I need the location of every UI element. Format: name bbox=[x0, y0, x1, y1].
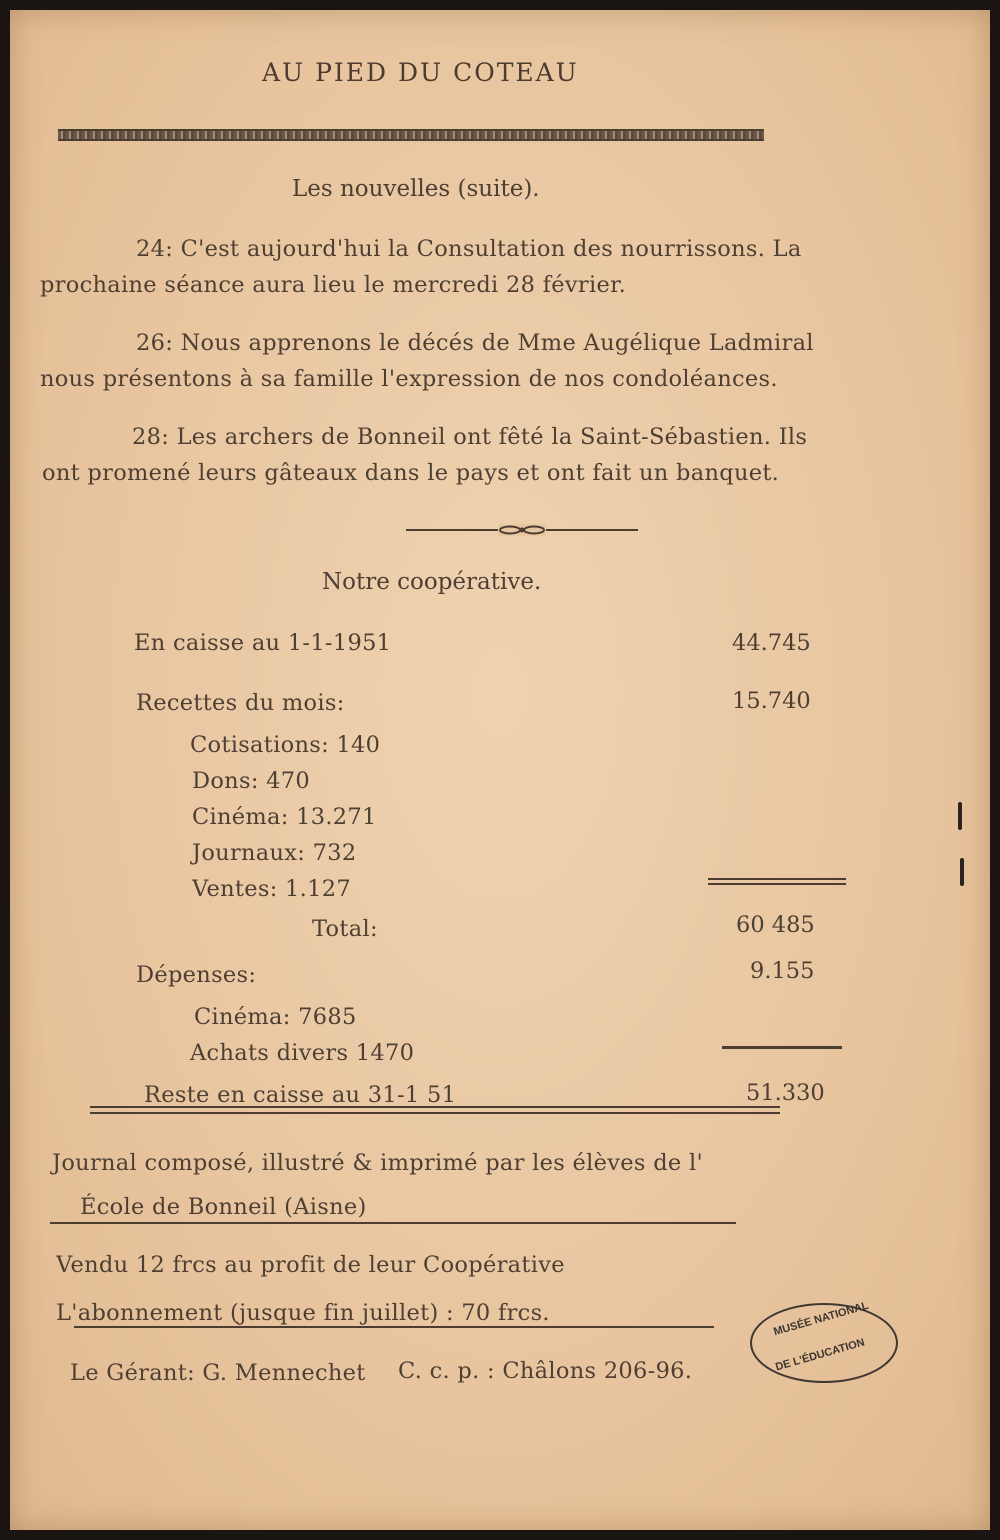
museum-stamp bbox=[750, 1299, 898, 1383]
news-item-3-line1: 28: Les archers de Bonneil ont fêté la Saint-Sébastien. Ils bbox=[132, 424, 808, 450]
recette-item: Cinéma: 13.271 bbox=[192, 804, 377, 830]
section-divider-ornament bbox=[406, 522, 638, 538]
news-item-2-line2: nous présentons à sa famille l'expression de nos condoléances. bbox=[40, 366, 778, 392]
recette-item: Cotisations: 140 bbox=[190, 732, 381, 758]
accounts-end-rule bbox=[90, 1106, 780, 1114]
recette-item: Journaux: 732 bbox=[192, 840, 357, 866]
recette-item: Dons: 470 bbox=[192, 768, 311, 794]
reste-label: Reste en caisse au 31-1 51 bbox=[144, 1082, 457, 1108]
binding-mark bbox=[960, 858, 964, 886]
stamp-text-top: MUSÉE NATIONAL bbox=[772, 1299, 870, 1339]
total-value: 60 485 bbox=[736, 912, 815, 938]
ccp-line: C. c. p. : Châlons 206-96. bbox=[398, 1358, 693, 1384]
header-rule-band bbox=[58, 129, 764, 141]
recettes-label: Recettes du mois: bbox=[136, 690, 345, 716]
news-item-2-line1: 26: Nous apprenons le décés de Mme Augélique Ladmiral bbox=[136, 330, 814, 356]
footer-rule-1 bbox=[50, 1222, 736, 1224]
recettes-sum-rule bbox=[708, 878, 846, 885]
news-item-1-line1: 24: C'est aujourd'hui la Consultation des nourrissons. La bbox=[136, 236, 802, 262]
depenses-value: 9.155 bbox=[750, 958, 815, 984]
news-heading: Les nouvelles (suite). bbox=[292, 176, 540, 202]
manager-line: Le Gérant: G. Mennechet bbox=[70, 1360, 366, 1386]
total-label: Total: bbox=[312, 916, 378, 942]
en-caisse-label: En caisse au 1-1-1951 bbox=[134, 630, 392, 656]
recette-item: Ventes: 1.127 bbox=[192, 876, 351, 902]
credit-line-1: Journal composé, illustré & imprimé par les élèves de l' bbox=[52, 1150, 703, 1176]
footer-rule-2 bbox=[74, 1326, 714, 1328]
newspaper-title: AU PIED DU COTEAU bbox=[262, 58, 579, 87]
subscription-line: L'abonnement (jusque fin juillet) : 70 frcs. bbox=[56, 1300, 550, 1326]
en-caisse-value: 44.745 bbox=[732, 630, 811, 656]
reste-value: 51.330 bbox=[746, 1080, 825, 1106]
depense-item: Achats divers 1470 bbox=[190, 1040, 415, 1066]
recettes-value: 15.740 bbox=[732, 688, 811, 714]
depenses-label: Dépenses: bbox=[136, 962, 257, 988]
depenses-sum-rule bbox=[722, 1046, 842, 1049]
news-item-1-line2: prochaine séance aura lieu le mercredi 28 février. bbox=[40, 272, 627, 298]
document-page bbox=[10, 10, 990, 1530]
stamp-text-bottom: DE L'ÉDUCATION bbox=[774, 1336, 867, 1374]
coop-heading: Notre coopérative. bbox=[322, 569, 542, 595]
news-item-3-line2: ont promené leurs gâteaux dans le pays et ont fait un banquet. bbox=[42, 460, 780, 486]
depense-item: Cinéma: 7685 bbox=[194, 1004, 357, 1030]
credit-line-2: École de Bonneil (Aisne) bbox=[80, 1194, 367, 1220]
binding-mark bbox=[958, 802, 962, 830]
price-line: Vendu 12 frcs au profit de leur Coopérative bbox=[56, 1252, 565, 1278]
